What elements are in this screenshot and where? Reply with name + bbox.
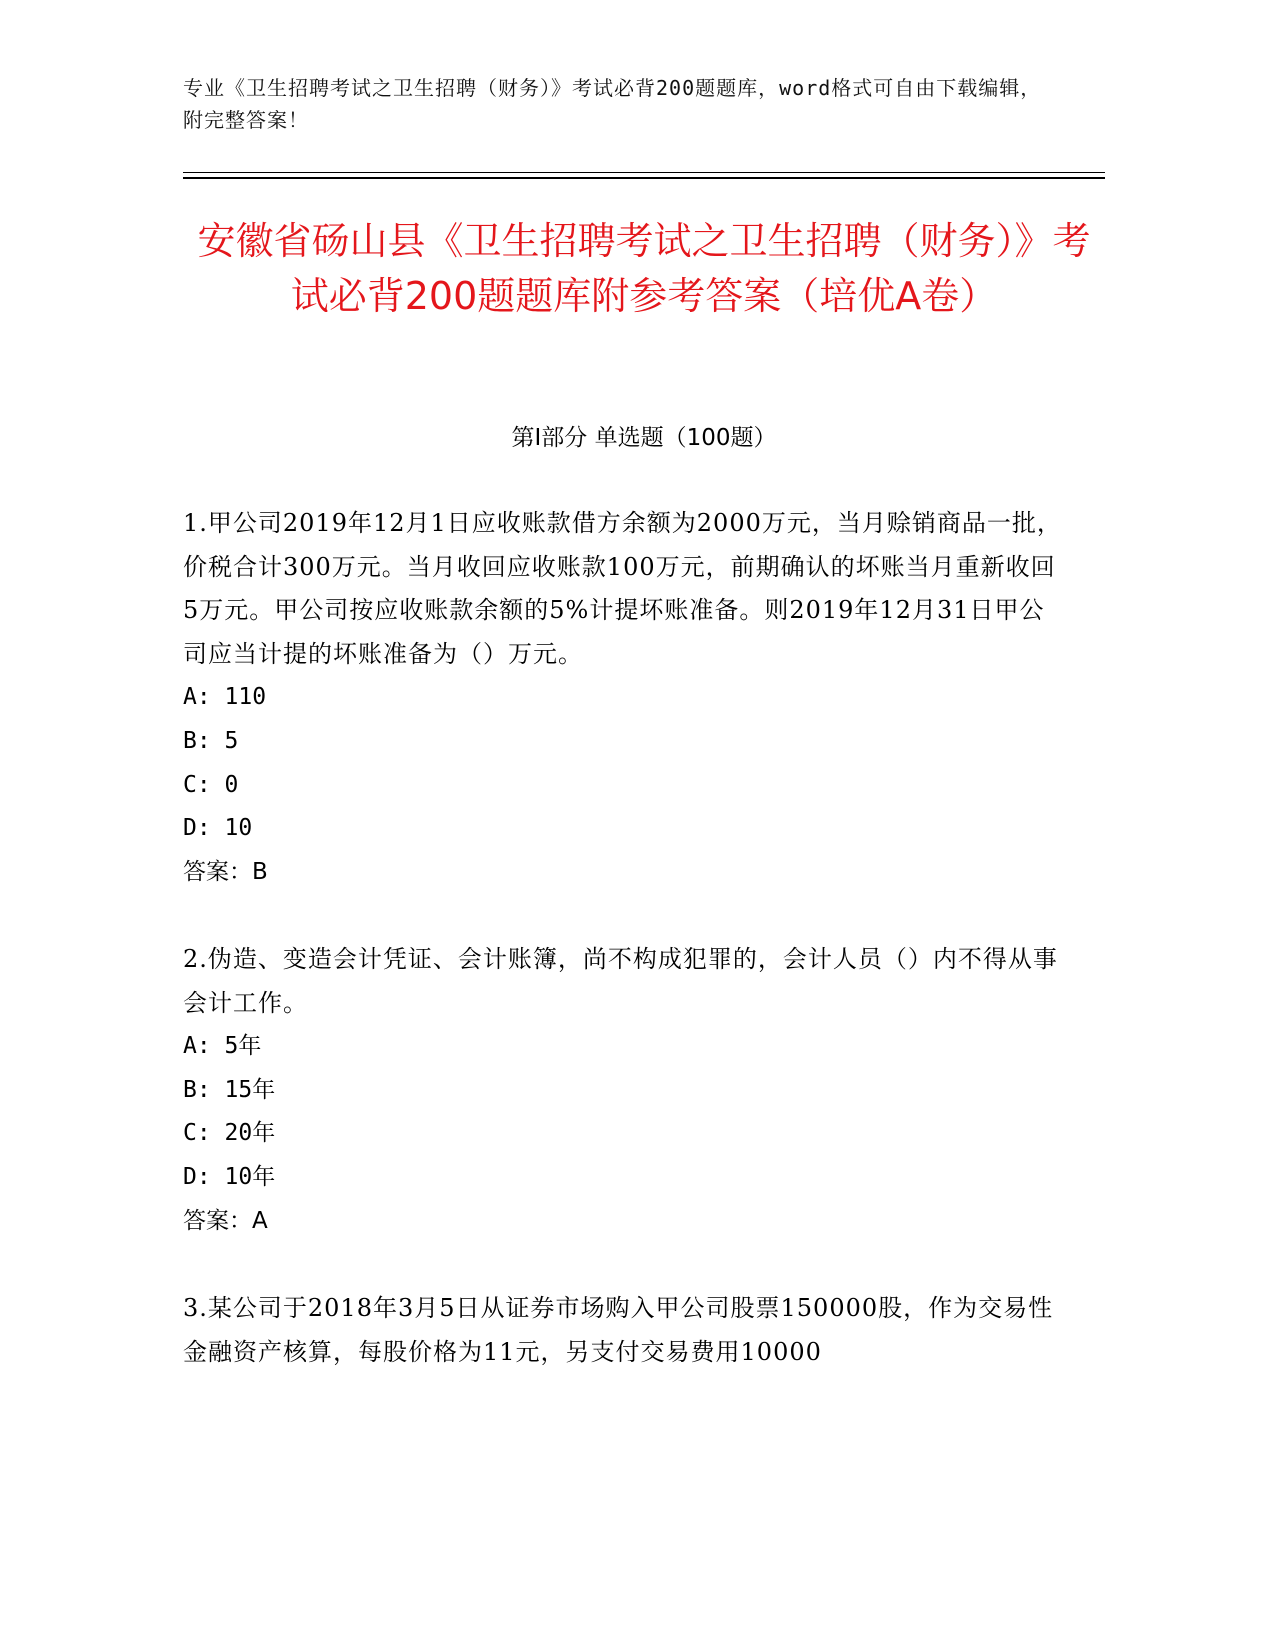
option-c: C: 20年 [183, 1120, 276, 1147]
option-b: B: 15年 [183, 1076, 276, 1103]
option-d: D: 10年 [183, 1163, 276, 1190]
question-stem: 1.甲公司2019年12月1日应收账款借方余额为2000万元，当月赊销商品一批，价税合计300万元。当月收回应收账款100万元，前期确认的坏账当月重新收回5万元。甲公司按应收账款余额的5%计提坏账准备。则2019年12月31日甲公司应当计提的坏账准备为（）万元。 [183, 509, 1062, 668]
document-title: 安徽省砀山县《卫生招聘考试之卫生招聘（财务）》考试必背200题题库附参考答案（培优A卷） [197, 219, 1091, 318]
question-stem: 2.伪造、变造会计凭证、会计账簿，尚不构成犯罪的，会计人员（）内不得从事会计工作。 [183, 945, 1058, 1017]
question-stem: 3.某公司于2018年3月5日从证券市场购入甲公司股票150000股，作为交易性金融资产核算，每股价格为11元，另支付交易费用10000 [183, 1294, 1054, 1366]
header-divider-thin [183, 172, 1105, 173]
answer: 答案：B [183, 858, 268, 885]
answer: 答案：A [183, 1207, 268, 1234]
question-2 [183, 938, 1063, 1243]
question-1 [183, 502, 1063, 894]
option-a: A: 110 [183, 684, 267, 711]
option-c: C: 0 [183, 771, 239, 798]
option-b: B: 5 [183, 727, 239, 754]
question-3 [183, 1287, 1063, 1374]
option-d: D: 10 [183, 815, 253, 842]
section-title: 第I部分 单选题（100题） [511, 425, 777, 451]
header-divider-thick [183, 177, 1105, 179]
header-note: 专业《卫生招聘考试之卫生招聘（财务）》考试必背200题题库，word格式可自由下载编辑，附完整答案！ [183, 76, 1042, 132]
option-a: A: 5年 [183, 1033, 262, 1060]
